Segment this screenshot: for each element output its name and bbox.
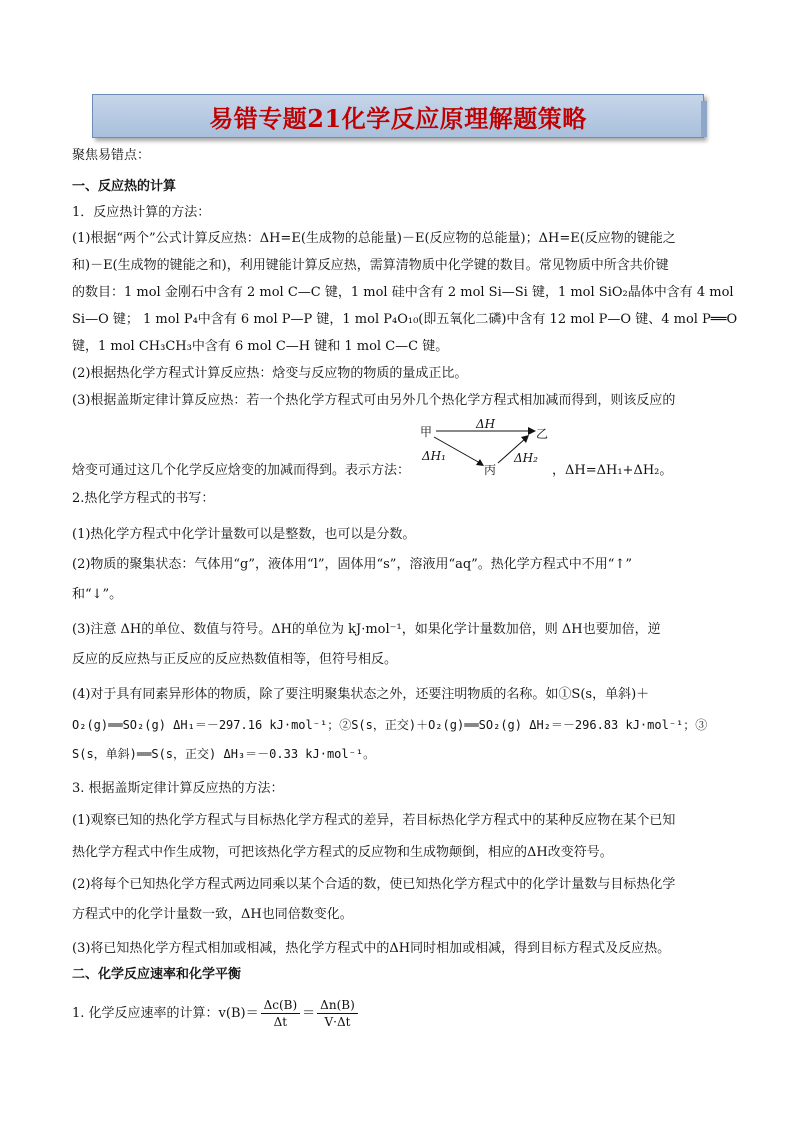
diagram-label-right: ΔH₂ — [514, 451, 538, 465]
title-banner — [92, 94, 704, 138]
item-q2-line-1: (2)物质的聚集状态：气体用“g”，液体用“l”，固体用“s”，溶液用“aq”。热化学方程式中不用“↑” — [72, 557, 632, 572]
paragraph-2: (2)根据热化学方程式计算反应热：焓变与反应物的物质的量成正比。 — [72, 366, 468, 381]
paragraph-1-line-4: Si—O 键； 1 mol P₄中含有 6 mol P—P 键，1 mol P₄O₁₀(即五氧化二磷)中含有 12 mol P—O 键、4 mol P══O — [72, 312, 738, 327]
item-q4-line-1: (4)对于具有同素异形体的物质，除了要注明聚集状态之外，还要注明物质的名称。如①S(s，单斜)＋ — [72, 687, 650, 702]
diagram-label-left: ΔH₁ — [422, 449, 446, 463]
page-title: 易错专题21化学反应原理解题策略 — [209, 103, 587, 133]
rate-fraction-2 — [317, 997, 358, 1030]
paragraph-1-line-1: (1)根据“两个”公式计算反应热：ΔH=E(生成物的总能量)－E(反应物的总能量)；ΔH=E(反应物的键能之 — [72, 231, 676, 246]
item-q4-line-2: O₂(g)══SO₂(g) ΔH₁＝－297.16 kJ·mol⁻¹；②S(s，正交)＋O₂(g)══SO₂(g) ΔH₂＝－296.83 kJ·mol⁻¹；③ — [72, 718, 708, 732]
paragraph-3-line-2: 焓变可通过这几个化学反应焓变的加减而得到。表示方法： — [72, 463, 411, 478]
item-r1-line-1: (1)观察已知的热化学方程式与目标热化学方程式的差异，若目标热化学方程式中的某种反应物在某个已知 — [72, 813, 676, 828]
section-heading-1: 一、反应热的计算 — [72, 179, 177, 194]
paragraph-3-line-1: (3)根据盖斯定律计算反应热：若一个热化学方程式可由另外几个热化学方程式相加减而得到，则该反应的 — [72, 393, 676, 408]
paragraph-1-line-5: 键，1 mol CH₃CH₃中含有 6 mol C—H 键和 1 mol C—C 键。 — [72, 339, 449, 354]
diagram-node-c: 丙 — [484, 463, 497, 477]
item-q3-line-1: (3)注意 ΔH的单位、数值与符号。ΔH的单位为 kJ·mol⁻¹，如果化学计量数加倍，则 ΔH也要加倍，逆 — [72, 622, 661, 637]
rate-fraction-1-numerator: Δc(B) — [261, 997, 301, 1014]
paragraph-3-line-2-tail: ，ΔH=ΔH₁+ΔH₂。 — [552, 463, 673, 478]
subsection-heading-1-1: 1．反应热计算的方法： — [72, 205, 211, 220]
item-r3: (3)将已知热化学方程式相加或相减，热化学方程式中的ΔH同时相加或相减，得到目标方程式及反应热。 — [72, 941, 671, 956]
rate-equals: ＝ — [302, 1006, 316, 1021]
section-heading-2: 二、化学反应速率和化学平衡 — [72, 967, 242, 982]
rate-prefix: 1. 化学反应速率的计算：v(B)＝ — [72, 1006, 259, 1021]
item-q3-line-2: 反应的反应热与正反应的反应热数值相等，但符号相反。 — [72, 652, 398, 667]
rate-formula — [72, 996, 722, 1032]
rate-fraction-2-numerator: Δn(B) — [317, 997, 358, 1014]
subsection-heading-1-3: 3. 根据盖斯定律计算反应热的方法： — [72, 781, 284, 796]
rate-fraction-2-denominator: V·Δt — [324, 1015, 351, 1029]
hess-diagram — [418, 417, 550, 477]
subsection-heading-1-2: 2.热化学方程式的书写： — [72, 491, 215, 506]
rate-fraction-1 — [261, 997, 301, 1030]
item-q1: (1)热化学方程式中化学计量数可以是整数，也可以是分数。 — [72, 527, 416, 542]
item-r2-line-1: (2)将每个已知热化学方程式两边同乘以某个合适的数，使已知热化学方程式中的化学计量数与目标热化学 — [72, 877, 676, 892]
item-r2-line-2: 方程式中的化学计量数一致，ΔH也同倍数变化。 — [72, 907, 353, 922]
paragraph-1-line-2: 和)－E(生成物的键能之和)，利用键能计算反应热，需算清物质中化学键的数目。常见物质中所含共价键 — [72, 258, 669, 273]
item-q2-line-2: 和“↓”。 — [72, 587, 123, 602]
paragraph-1-line-3: 的数目：1 mol 金刚石中含有 2 mol C—C 键，1 mol 硅中含有 2 mol Si—Si 键，1 mol SiO₂晶体中含有 4 mol — [72, 285, 734, 300]
rate-fraction-1-denominator: Δt — [273, 1015, 288, 1029]
item-r1-line-2: 热化学方程式中作生成物，可把该热化学方程式的反应物和生成物颠倒，相应的ΔH改变符号。 — [72, 845, 613, 860]
item-q4-line-3: S(s，单斜)══S(s，正交) ΔH₃＝－0.33 kJ·mol⁻¹。 — [72, 747, 376, 761]
diagram-label-top: ΔH — [476, 417, 496, 431]
banner-edge — [701, 101, 707, 137]
diagram-node-a: 甲 — [420, 425, 433, 439]
diagram-node-b: 乙 — [536, 427, 549, 441]
focus-label: 聚焦易错点： — [72, 148, 151, 163]
